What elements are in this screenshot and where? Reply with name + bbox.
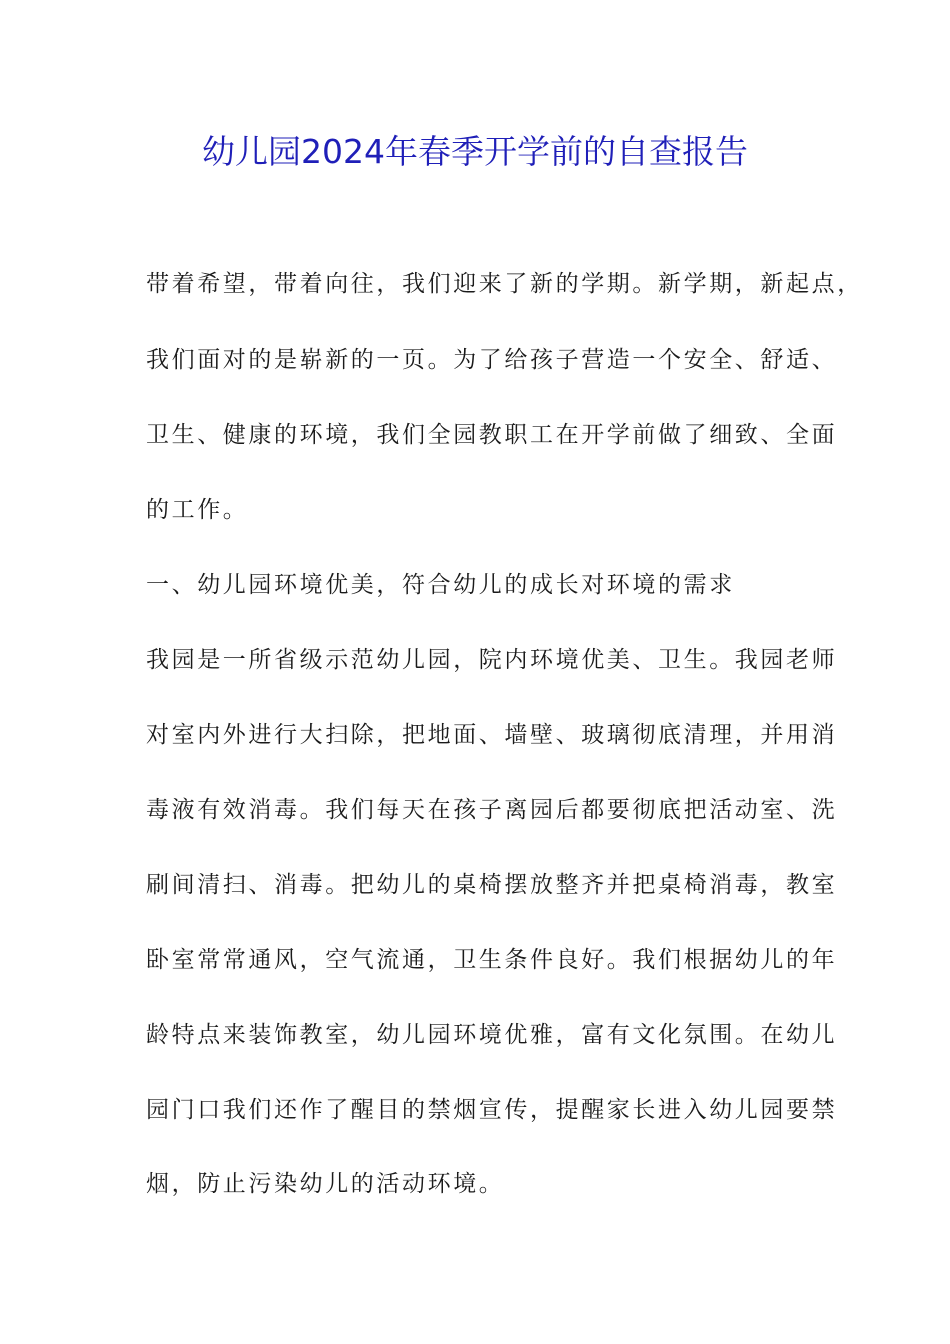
paragraph-line: 毒液有效消毒。我们每天在孩子离园后都要彻底把活动室、洗 — [146, 797, 838, 823]
section-heading: 一、幼儿园环境优美，符合幼儿的成长对环境的需求 — [146, 572, 735, 598]
paragraph-line: 园门口我们还作了醒目的禁烟宣传，提醒家长进入幼儿园要禁 — [146, 1097, 838, 1123]
paragraph-line: 刷间清扫、消毒。把幼儿的桌椅摆放整齐并把桌椅消毒，教室 — [146, 872, 838, 898]
paragraph-line: 烟，防止污染幼儿的活动环境。 — [146, 1171, 505, 1197]
document-title: 幼儿园2024年春季开学前的自查报告 — [202, 132, 748, 171]
paragraph-line: 带着希望，带着向往，我们迎来了新的学期。新学期，新起点， — [146, 271, 863, 297]
paragraph-line: 的工作。 — [146, 497, 249, 523]
paragraph-line: 我园是一所省级示范幼儿园，院内环境优美、卫生。我园老师 — [146, 647, 838, 673]
paragraph-line: 对室内外进行大扫除，把地面、墙壁、玻璃彻底清理，并用消 — [146, 722, 838, 748]
paragraph-line: 卧室常常通风，空气流通，卫生条件良好。我们根据幼儿的年 — [146, 947, 838, 973]
paragraph-line: 我们面对的是崭新的一页。为了给孩子营造一个安全、舒适、 — [146, 347, 838, 373]
paragraph-line: 卫生、健康的环境，我们全园教职工在开学前做了细致、全面 — [146, 422, 838, 448]
paragraph-line: 龄特点来装饰教室，幼儿园环境优雅，富有文化氛围。在幼儿 — [146, 1022, 838, 1048]
